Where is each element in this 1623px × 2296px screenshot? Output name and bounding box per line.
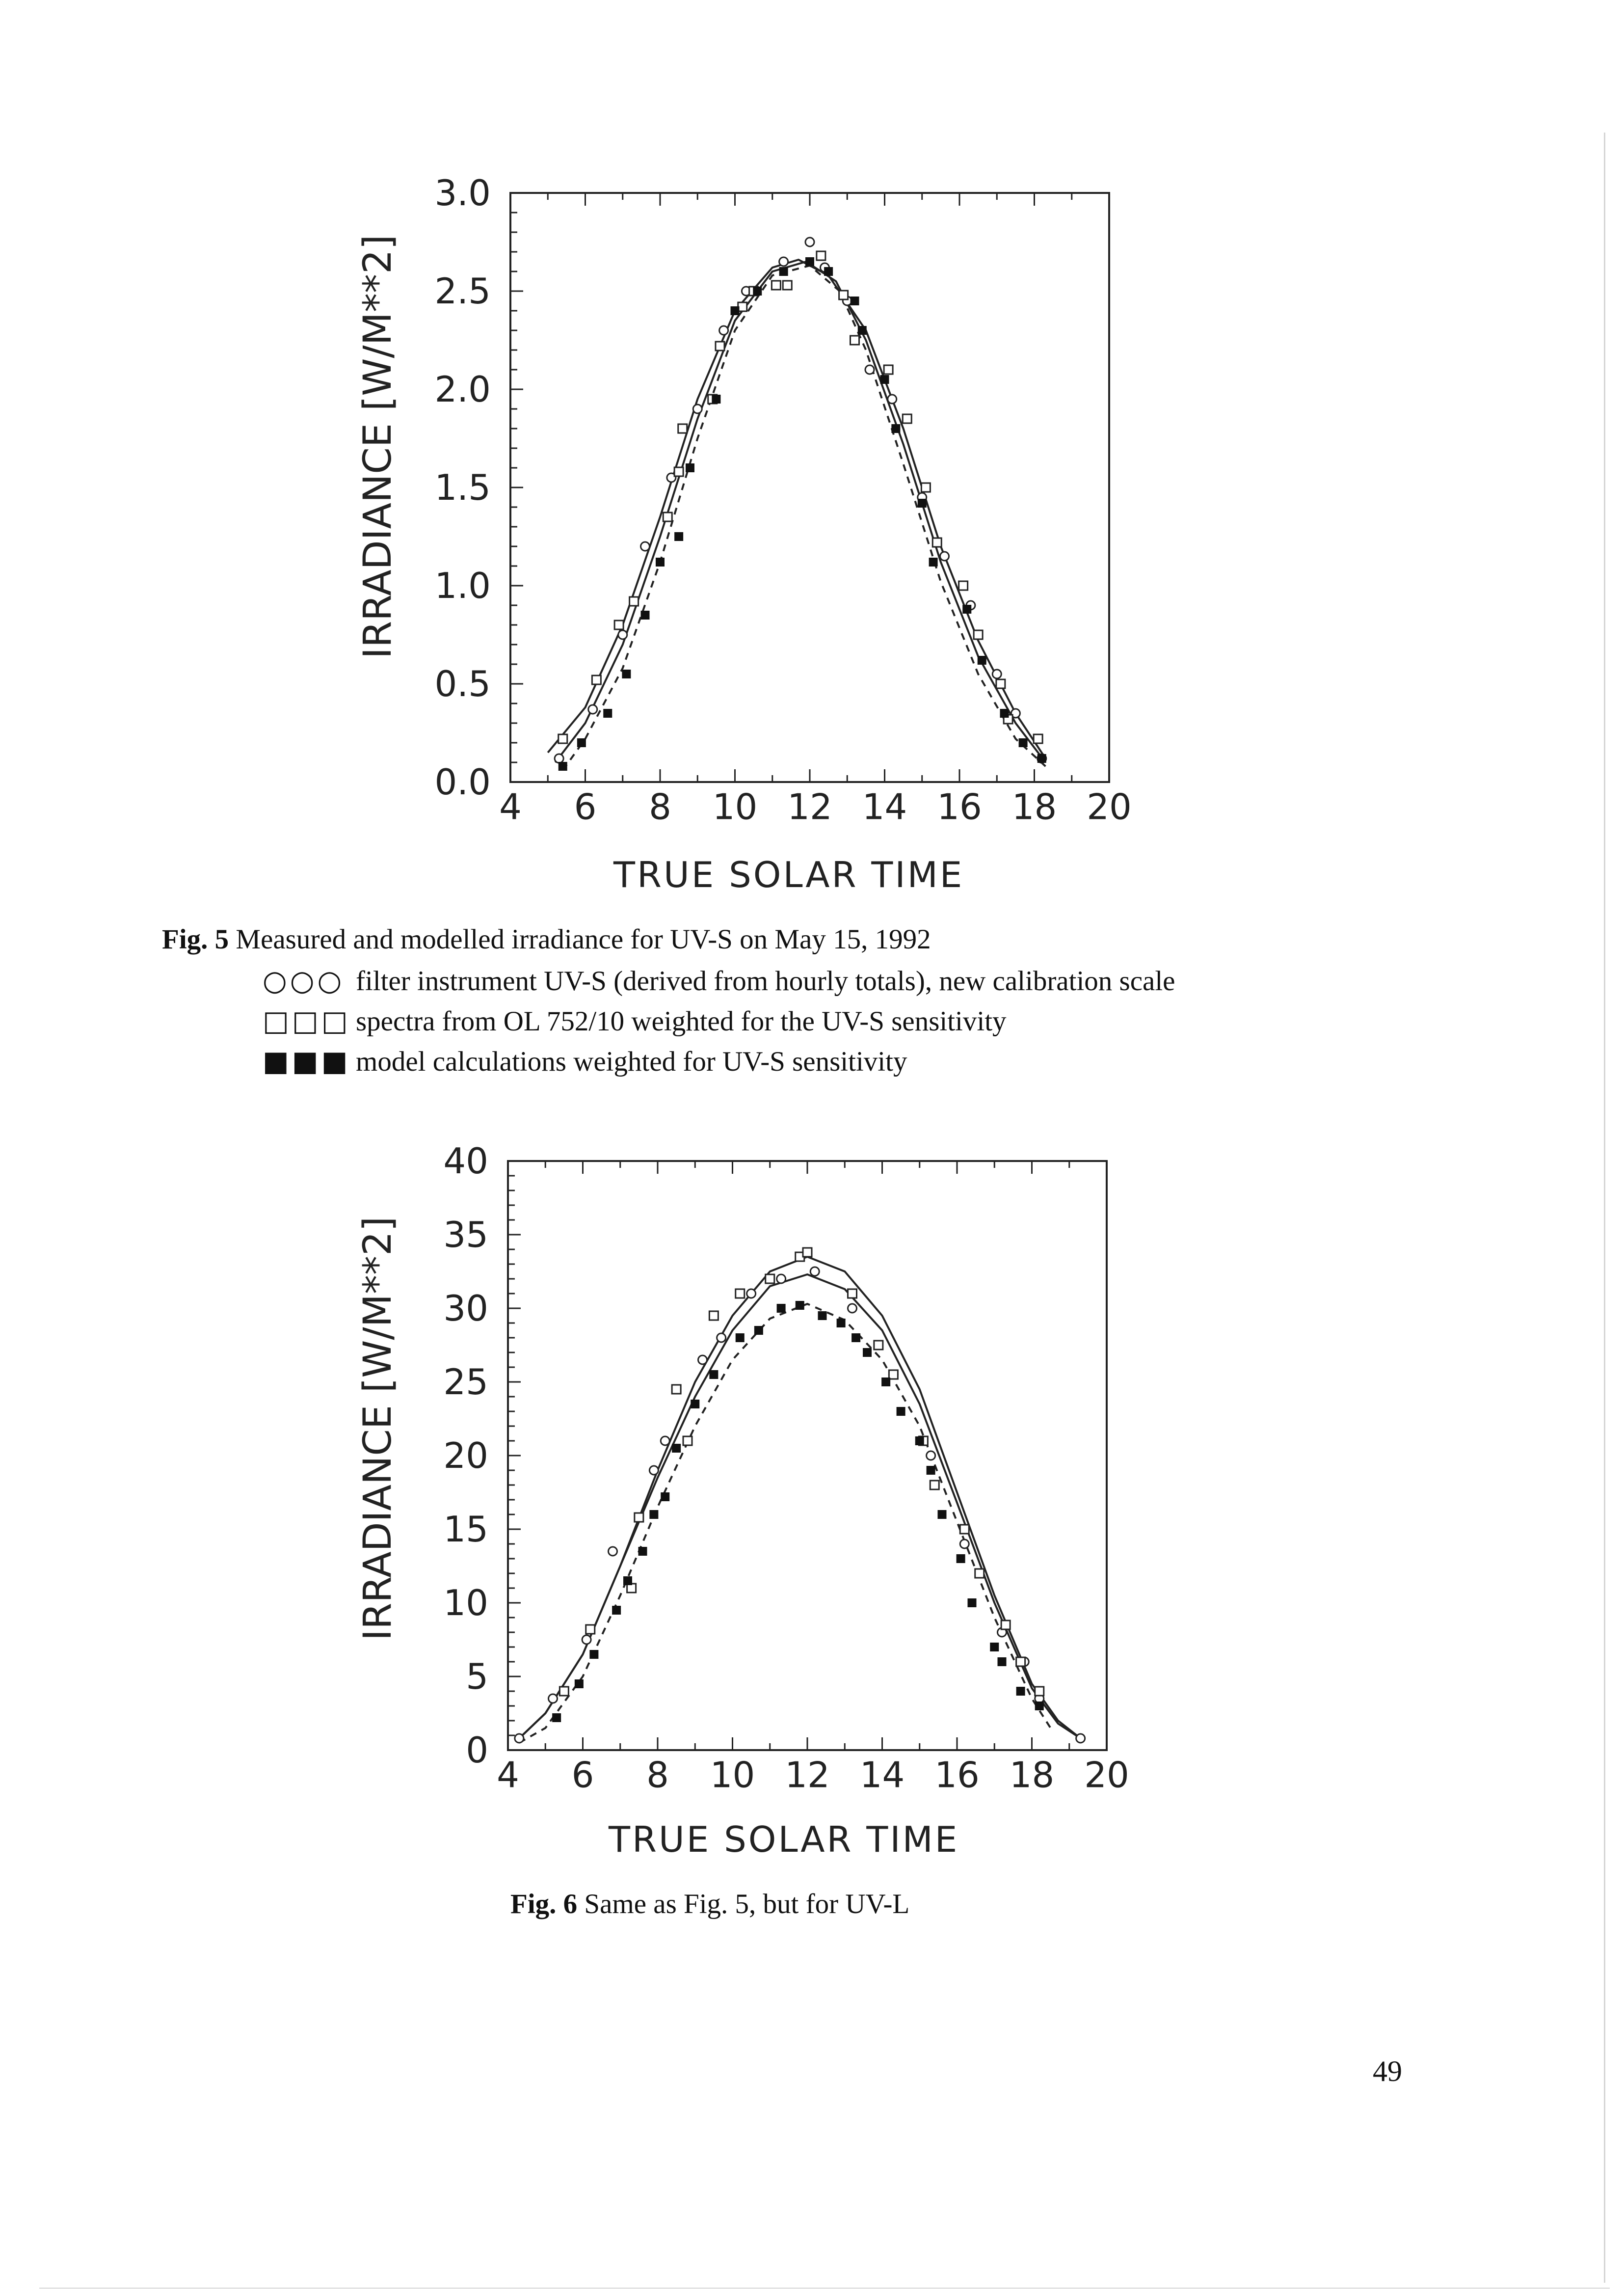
- data-point-filled-square: [863, 1348, 872, 1357]
- data-point-filled-square: [796, 1301, 804, 1310]
- data-point-square: [630, 597, 639, 606]
- data-point-filled-square: [881, 1378, 890, 1386]
- data-point-circle: [588, 705, 597, 714]
- data-point-square: [766, 1274, 774, 1283]
- model-curve-dashed: [519, 1304, 1051, 1743]
- data-point-square: [614, 621, 623, 629]
- data-point-filled-square: [656, 558, 665, 567]
- data-point-filled-square: [641, 611, 650, 620]
- data-point-filled-square: [1019, 738, 1028, 747]
- data-point-square: [674, 467, 683, 476]
- data-point-filled-square: [1038, 754, 1046, 763]
- data-point-filled-square: [661, 1492, 669, 1501]
- fig5-caption-prefix: Fig. 5: [162, 924, 229, 955]
- data-point-circle: [747, 1289, 756, 1298]
- data-point-square: [1016, 1657, 1025, 1666]
- y-tick-label: 5: [466, 1656, 488, 1698]
- x-tick-label: 6: [571, 1754, 594, 1796]
- x-tick-label: 4: [499, 786, 522, 828]
- data-point-square: [635, 1513, 643, 1522]
- data-point-filled-square: [709, 1370, 718, 1379]
- data-point-square: [903, 414, 911, 423]
- fig5-ylabel: IRRADIANCE [W/M**2]: [356, 234, 400, 659]
- data-point-circle: [618, 630, 627, 639]
- legend-text: spectra from OL 752/10 weighted for the UV-S sensitivity: [356, 1006, 1007, 1037]
- data-point-circle: [719, 326, 728, 335]
- fig5-legend-row-3: [263, 1045, 907, 1078]
- data-point-square: [736, 1289, 745, 1298]
- data-point-circle: [582, 1635, 591, 1644]
- x-tick-label: 16: [937, 786, 982, 828]
- data-point-circle: [549, 1694, 558, 1703]
- data-point-filled-square: [891, 424, 900, 433]
- data-point-circle: [515, 1734, 524, 1743]
- fig5-xlabel: TRUE SOLAR TIME: [613, 854, 964, 895]
- y-tick-label: 0.5: [434, 663, 491, 705]
- model-curve-dashed: [563, 266, 1046, 770]
- data-point-filled-square: [603, 709, 612, 718]
- data-point-filled-square: [612, 1606, 621, 1615]
- y-tick-label: 20: [443, 1435, 488, 1477]
- data-point-filled-square: [639, 1547, 647, 1556]
- y-tick-label: 25: [443, 1361, 488, 1403]
- data-point-filled-square: [623, 1576, 632, 1585]
- data-point-square: [921, 483, 930, 492]
- data-point-circle: [960, 1540, 969, 1548]
- fig6-xlabel: TRUE SOLAR TIME: [609, 1819, 959, 1860]
- y-tick-label: 0: [466, 1729, 488, 1771]
- x-tick-label: 20: [1084, 1754, 1129, 1796]
- open-square-marker-icon: □□□: [263, 1005, 351, 1037]
- data-point-square: [851, 336, 859, 345]
- data-point-square: [586, 1625, 595, 1634]
- data-point-filled-square: [858, 326, 867, 335]
- data-point-circle: [609, 1547, 617, 1556]
- data-point-square: [672, 1385, 681, 1394]
- fig5-caption: [162, 923, 931, 956]
- data-point-square: [716, 342, 724, 351]
- data-point-circle: [865, 365, 874, 374]
- data-point-square: [884, 365, 893, 374]
- data-point-circle: [641, 542, 650, 551]
- data-point-filled-square: [990, 1643, 999, 1651]
- x-tick-label: 14: [859, 1754, 905, 1796]
- y-tick-label: 15: [443, 1509, 488, 1550]
- data-point-filled-square: [938, 1510, 947, 1519]
- data-point-square: [783, 281, 792, 290]
- data-point-circle: [661, 1436, 669, 1445]
- data-point-square: [683, 1436, 692, 1445]
- data-point-filled-square: [824, 267, 833, 276]
- fig6-ylabel: IRRADIANCE [W/M**2]: [356, 1216, 400, 1641]
- fit-curve-solid: [519, 1257, 1081, 1738]
- data-point-circle: [992, 670, 1001, 678]
- data-point-filled-square: [575, 1679, 584, 1688]
- fig5-legend-row-2: [263, 1005, 1007, 1037]
- legend-text: filter instrument UV-S (derived from hourly totals), new calibration scale: [356, 966, 1175, 997]
- data-point-filled-square: [805, 257, 814, 266]
- data-point-filled-square: [851, 297, 859, 305]
- data-point-circle: [777, 1274, 786, 1283]
- x-tick-label: 10: [712, 786, 758, 828]
- fit-curve-solid: [548, 260, 1045, 758]
- data-point-filled-square: [1016, 1687, 1025, 1696]
- page-number: 49: [1373, 2055, 1402, 2087]
- data-point-square: [932, 538, 941, 547]
- fig5-chart: [0, 0, 1623, 933]
- data-point-filled-square: [1000, 709, 1009, 718]
- data-point-square: [874, 1341, 883, 1350]
- x-tick-label: 4: [497, 1754, 519, 1796]
- data-point-filled-square: [552, 1713, 561, 1722]
- data-point-filled-square: [777, 1304, 786, 1313]
- y-tick-label: 35: [443, 1214, 488, 1256]
- fig5-legend-row-1: [263, 965, 1175, 997]
- data-point-filled-square: [753, 287, 762, 296]
- x-tick-label: 16: [934, 1754, 980, 1796]
- y-tick-label: 1.0: [434, 565, 491, 607]
- data-point-filled-square: [962, 605, 971, 614]
- data-point-square: [772, 281, 780, 290]
- data-point-square: [1001, 1621, 1010, 1629]
- data-point-filled-square: [672, 1444, 681, 1453]
- data-point-filled-square: [918, 499, 927, 508]
- data-point-circle: [649, 1466, 658, 1475]
- data-point-square: [709, 1311, 718, 1320]
- data-point-circle: [1076, 1734, 1085, 1743]
- scan-edge-bottom: [39, 2288, 1610, 2289]
- y-tick-label: 10: [443, 1582, 488, 1624]
- data-point-square: [996, 679, 1005, 688]
- data-point-filled-square: [559, 762, 567, 771]
- x-tick-label: 12: [787, 786, 832, 828]
- data-point-filled-square: [674, 532, 683, 541]
- data-point-filled-square: [851, 1333, 860, 1342]
- x-tick-label: 14: [862, 786, 907, 828]
- data-point-filled-square: [649, 1510, 658, 1519]
- data-point-filled-square: [686, 463, 694, 472]
- open-circle-marker-icon: ○○○: [263, 965, 345, 997]
- x-tick-label: 20: [1087, 786, 1132, 828]
- data-point-filled-square: [897, 1407, 905, 1416]
- data-point-square: [559, 1687, 568, 1696]
- y-tick-label: 2.0: [434, 369, 491, 410]
- x-tick-label: 6: [574, 786, 597, 828]
- x-tick-label: 18: [1011, 786, 1057, 828]
- data-point-filled-square: [731, 306, 740, 315]
- data-point-square: [839, 291, 848, 299]
- y-tick-label: 40: [443, 1140, 488, 1182]
- data-point-filled-square: [1035, 1702, 1044, 1710]
- fit-curve-solid: [556, 262, 1046, 762]
- data-point-circle: [927, 1451, 935, 1460]
- data-point-square: [1035, 1687, 1044, 1696]
- fit-curve-solid: [519, 1274, 1081, 1738]
- data-point-filled-square: [589, 1650, 598, 1659]
- y-tick-label: 0.0: [434, 761, 491, 803]
- data-point-filled-square: [927, 1466, 935, 1475]
- fig6-caption-text: Same as Fig. 5, but for UV-L: [577, 1889, 910, 1919]
- data-point-filled-square: [837, 1319, 846, 1327]
- y-tick-label: 3.0: [434, 172, 491, 214]
- data-point-circle: [693, 405, 702, 413]
- data-point-filled-square: [691, 1400, 699, 1408]
- data-point-square: [678, 424, 687, 433]
- x-tick-label: 12: [785, 1754, 830, 1796]
- y-tick-label: 30: [443, 1288, 488, 1329]
- data-point-square: [803, 1248, 812, 1257]
- data-point-filled-square: [818, 1311, 827, 1320]
- y-tick-label: 2.5: [434, 270, 491, 312]
- data-point-filled-square: [978, 656, 986, 665]
- data-point-square: [930, 1481, 939, 1489]
- x-tick-label: 8: [646, 1754, 669, 1796]
- legend-text: model calculations weighted for UV-S sensitivity: [356, 1046, 907, 1077]
- fig5-caption-text: Measured and modelled irradiance for UV-S on May 15, 1992: [229, 924, 931, 955]
- data-point-circle: [717, 1333, 726, 1342]
- data-point-square: [960, 1525, 969, 1534]
- data-point-filled-square: [915, 1436, 924, 1445]
- data-point-filled-square: [577, 738, 586, 747]
- data-point-circle: [810, 1267, 819, 1276]
- x-tick-label: 10: [710, 1754, 755, 1796]
- data-point-square: [592, 675, 601, 684]
- data-point-square: [663, 513, 672, 521]
- data-point-circle: [555, 754, 563, 763]
- data-point-circle: [888, 395, 897, 404]
- data-point-circle: [698, 1355, 707, 1364]
- data-point-square: [959, 581, 968, 590]
- x-tick-label: 8: [649, 786, 671, 828]
- fig6-caption: [510, 1888, 909, 1921]
- data-point-filled-square: [957, 1554, 965, 1563]
- filled-square-marker-icon: ■■■: [263, 1045, 351, 1078]
- data-point-circle: [805, 238, 814, 246]
- data-point-filled-square: [929, 558, 938, 567]
- data-point-filled-square: [736, 1333, 745, 1342]
- data-point-circle: [940, 552, 949, 561]
- data-point-circle: [779, 257, 788, 266]
- fig6-caption-prefix: Fig. 6: [510, 1889, 578, 1919]
- y-tick-label: 1.5: [434, 467, 491, 509]
- data-point-square: [974, 630, 983, 639]
- x-tick-label: 18: [1009, 1754, 1055, 1796]
- data-point-square: [848, 1289, 857, 1298]
- data-point-square: [975, 1569, 984, 1578]
- data-point-filled-square: [880, 375, 889, 384]
- data-point-filled-square: [622, 670, 631, 678]
- data-point-square: [559, 734, 567, 743]
- data-point-filled-square: [998, 1657, 1007, 1666]
- data-point-square: [1034, 734, 1042, 743]
- data-point-filled-square: [779, 267, 788, 276]
- data-point-filled-square: [968, 1598, 977, 1607]
- data-point-filled-square: [712, 395, 720, 404]
- data-point-filled-square: [754, 1326, 763, 1335]
- data-point-circle: [848, 1304, 857, 1313]
- fig6-chart: [0, 1105, 1623, 1841]
- data-point-square: [817, 251, 825, 260]
